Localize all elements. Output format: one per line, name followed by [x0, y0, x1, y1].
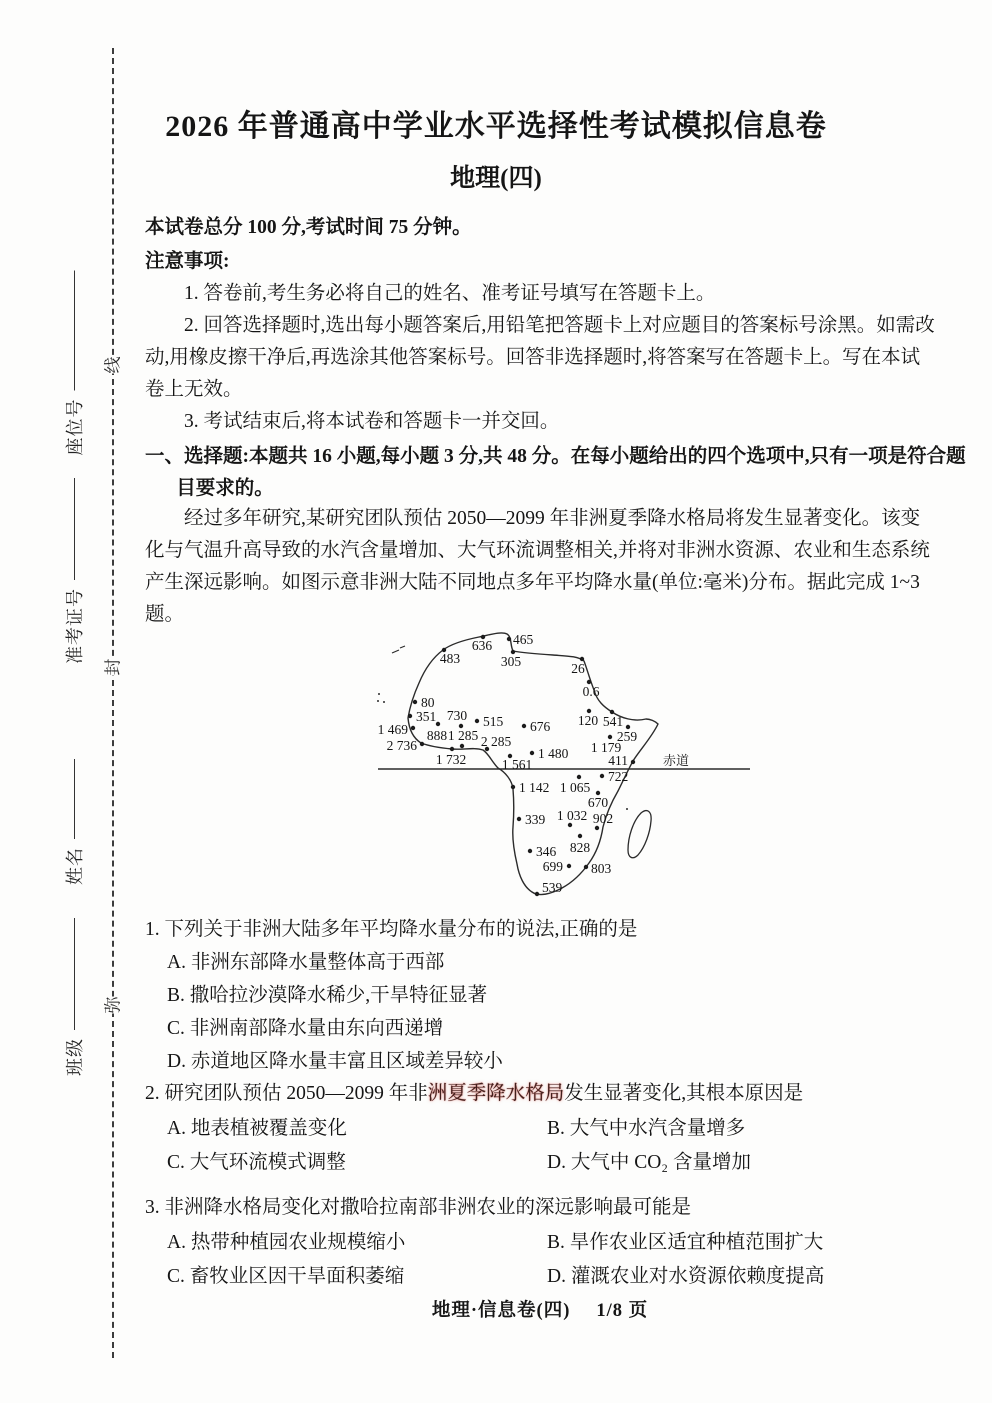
- footer-page-number: 1/8 页: [596, 1301, 649, 1321]
- precip-value-label: 1 032: [556, 808, 588, 823]
- island-dot: [626, 808, 628, 810]
- precip-value-label: 351: [416, 709, 437, 724]
- precip-dot: [475, 719, 479, 723]
- question-3-option-c: C. 畜牧业区因干旱面积萎缩: [167, 1266, 405, 1287]
- precip-dot: [507, 637, 511, 641]
- question-3-options: [145, 1226, 957, 1293]
- precip-value-label: 722: [608, 769, 629, 784]
- precip-value-label: 803: [591, 861, 612, 876]
- precip-value-label: 465: [513, 632, 534, 647]
- precip-dot: [600, 774, 604, 778]
- precip-dot: [535, 892, 539, 896]
- precip-value-label: 259: [616, 729, 638, 744]
- island-dot: [378, 693, 380, 695]
- madagascar-outline: [628, 811, 651, 858]
- precip-dot: [408, 714, 412, 718]
- precip-dot: [460, 744, 464, 748]
- notice-heading: 注意事项:: [145, 251, 230, 272]
- africa-map-svg: [368, 616, 756, 910]
- precip-value-label: 1 065: [559, 780, 591, 795]
- precip-value-label: 541: [602, 714, 624, 729]
- precip-dot: [608, 735, 612, 739]
- question-3-stem: 3. 非洲降水格局变化对撒哈拉南部非洲农业的深远影响最可能是: [145, 1197, 692, 1218]
- precip-value-label: 1 561: [501, 757, 533, 772]
- precip-value-label: 2 736: [386, 738, 417, 753]
- question-2-options: [145, 1112, 957, 1179]
- precip-dot: [567, 864, 571, 868]
- admission-number-blank: [74, 478, 75, 580]
- seal-field-seat-number: [61, 271, 87, 456]
- question-1-option-d: D. 赤道地区降水量丰富且区域差异较小: [167, 1051, 503, 1072]
- notice-item-1: 1. 答卷前,考生务必将自己的姓名、准考证号填写在答题卡上。: [184, 283, 716, 304]
- question-1-stem: 1. 下列关于非洲大陆多年平均降水量分布的说法,正确的是: [145, 919, 638, 940]
- precip-dot: [413, 700, 417, 704]
- precip-value-label: 828: [569, 840, 591, 855]
- precip-value-label: 483: [439, 651, 461, 666]
- precip-value-label: 1 179: [590, 740, 622, 755]
- precip-value-label: 1 285: [447, 728, 479, 743]
- question-2-stem: [145, 1078, 935, 1110]
- precip-value-label: 120: [577, 713, 599, 728]
- precip-value-label: 730: [446, 708, 468, 723]
- island-dot: [383, 701, 385, 703]
- precip-dot: [528, 849, 532, 853]
- precip-dot: [511, 785, 515, 789]
- precip-value-label: 1 732: [435, 752, 467, 767]
- precip-value-label: 346: [536, 844, 557, 859]
- precip-value-label: 539: [542, 880, 563, 895]
- precip-dot: [517, 817, 521, 821]
- precip-dot: [411, 726, 415, 730]
- question-1-option-c: C. 非洲南部降水量由东向西递增: [167, 1018, 444, 1039]
- section-1-heading: 一、选择题:本题共 16 小题,每小题 3 分,共 48 分。在每小题给出的四个选项中,只有一项是符合题目要求的。: [145, 446, 966, 499]
- precipitation-points: [378, 632, 638, 896]
- precip-dot: [631, 760, 635, 764]
- island-dashes: [392, 646, 405, 653]
- question-2-option-c: C. 大气环流模式调整: [167, 1152, 346, 1173]
- question-2-option-b: B. 大气中水汽含量增多: [547, 1118, 746, 1139]
- question-2-stem-post: 发生显著变化,其根本原因是: [564, 1083, 804, 1104]
- precip-dot: [450, 747, 454, 751]
- class-label: 班级: [65, 1038, 85, 1076]
- question-3-option-d: D. 灌溉农业对水资源依赖度提高: [547, 1266, 825, 1287]
- precip-dot: [568, 823, 572, 827]
- precip-value-label: 339: [525, 812, 546, 827]
- seal-dashed-line: [112, 48, 114, 1358]
- question-1-option-a: A. 非洲东部降水量整体高于西部: [167, 952, 445, 973]
- seal-field-class: [61, 918, 87, 1076]
- question-2-option-d: D. 大气中 CO₂ 含量增加: [547, 1152, 751, 1173]
- precip-value-label: 888: [426, 728, 448, 743]
- question-2-stem-pre: 2. 研究团队预估 2050—2099 年非: [145, 1083, 428, 1104]
- precip-value-label: 80: [421, 695, 435, 710]
- precip-value-label: 515: [483, 714, 504, 729]
- precip-dot: [584, 865, 588, 869]
- name-blank: [74, 759, 75, 839]
- question-3-option-b: B. 旱作农业区适宜种植范围扩大: [547, 1232, 824, 1253]
- africa-precipitation-map: [368, 616, 756, 910]
- precip-value-label: 0.6: [582, 684, 600, 699]
- question-3-option-a: A. 热带种植园农业规模缩小: [167, 1232, 406, 1253]
- seal-char-mi: 弥: [101, 997, 126, 1014]
- precip-value-label: 411: [608, 753, 628, 768]
- seal-char-xian: 线: [101, 357, 126, 374]
- precip-value-label: 636: [471, 638, 493, 653]
- class-blank: [74, 918, 75, 1030]
- precip-value-label: 670: [587, 795, 609, 810]
- precip-value-label: 2 285: [480, 734, 512, 749]
- precip-dot: [436, 722, 440, 726]
- notice-item-3: 3. 考试结束后,将本试卷和答题卡一并交回。: [184, 411, 560, 432]
- question-1-options: [145, 946, 957, 1078]
- page-footer: [145, 1296, 935, 1322]
- precip-value-label: 26: [571, 661, 585, 676]
- question-1-option-b: B. 撒哈拉沙漠降水稀少,干旱特征显著: [167, 985, 488, 1006]
- seal-field-admission-number: [61, 478, 87, 664]
- precip-value-label: 1 142: [519, 780, 550, 795]
- name-label: 姓名: [65, 847, 85, 885]
- question-2-option-a: A. 地表植被覆盖变化: [167, 1118, 347, 1139]
- precip-value-label: 1 469: [377, 722, 408, 737]
- precip-value-label: 699: [542, 859, 563, 874]
- precip-dot: [522, 724, 526, 728]
- seal-char-feng: 封: [101, 659, 126, 676]
- precip-dot: [595, 826, 599, 830]
- admission-number-label: 准考证号: [65, 588, 85, 664]
- notice-item-2: 2. 回答选择题时,选出每小题答案后,用铅笔把答题卡上对应题目的答案标号涂黑。如需改动,用橡皮擦干净后,再选涂其他答案标号。回答非选择题时,将答案写在答题卡上。写在本试卷上无效。: [145, 315, 935, 400]
- exam-summary: 本试卷总分 100 分,考试时间 75 分钟。: [145, 217, 472, 238]
- precip-value-label: 305: [500, 654, 522, 669]
- precip-dot: [420, 742, 424, 746]
- precip-dot: [530, 751, 534, 755]
- seat-number-label: 座位号: [65, 398, 85, 456]
- precip-value-label: 676: [530, 719, 551, 734]
- precip-dot: [577, 775, 581, 779]
- page-subtitle: 地理(四): [450, 165, 542, 192]
- question-2-stem-watermarked: 洲夏季降水格局: [427, 1083, 565, 1104]
- equator-label: 赤道: [662, 753, 690, 768]
- seal-field-name: [61, 759, 87, 885]
- precip-value-label: 1 480: [538, 746, 569, 761]
- footer-booklet-label: 地理·信息卷(四): [431, 1301, 571, 1321]
- precip-value-label: 902: [592, 811, 614, 826]
- stimulus-paragraph: 经过多年研究,某研究团队预估 2050—2099 年非洲夏季降水格局将发生显著变化。该变化与气温升高导致的水汽含量增加、大气环流调整相关,并将对非洲水资源、农业和生态系统产生深远影响。如图示意非洲大陆不同地点多年平均降水量(单位:毫米)分布。据此完成 1~3 题。: [145, 508, 930, 625]
- island-dot: [377, 700, 379, 702]
- seat-number-blank: [74, 271, 75, 391]
- precip-dot: [578, 834, 582, 838]
- page-title: 2026 年普通高中学业水平选择性考试模拟信息卷: [165, 110, 827, 143]
